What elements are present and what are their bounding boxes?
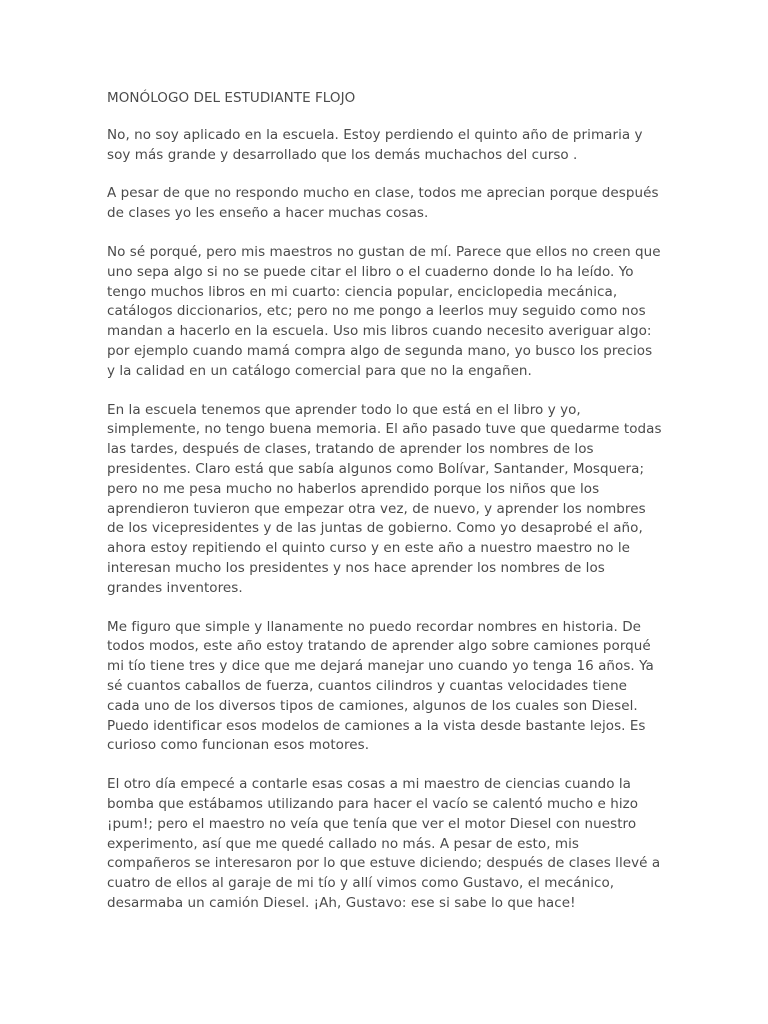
document-page — [107, 89, 663, 933]
paragraph-3: No sé porqué, pero mis maestros no gustan de mí. Parece que ellos no creen que uno sepa algo si no se puede citar el libro o el cuaderno donde lo ha leído. Yo tengo muchos libros en mi cuarto: ciencia popular, enciclopedia mecánica, catálogos diccionarios, etc; pero no me pongo a leerlos muy seguido como nos mandan a hacerlo en la escuela. Uso mis libros cuando necesito averiguar algo: por ejemplo cuando mamá compra algo de segunda mano, yo busco los precios y la calidad en un catálogo comercial para que no la engañen. — [107, 243, 661, 379]
document-title: MONÓLOGO DEL ESTUDIANTE FLOJO — [107, 90, 356, 106]
paragraph-6: El otro día empecé a contarle esas cosas a mi maestro de ciencias cuando la bomba que estábamos utilizando para hacer el vacío se calentó mucho e hizo ¡pum!; pero el maestro no veía que tenía que ver el motor Diesel con nuestro experimento, así que me quedé callado no más. A pesar de esto, mis compañeros se interesaron por lo que estuve diciendo; después de clases llevé a cuatro de ellos al garaje de mi tío y allí vimos como Gustavo, el mecánico, desarmaba un camión Diesel. ¡Ah, Gustavo: ese si sabe lo que hace! — [107, 776, 661, 911]
paragraph-2: A pesar de que no respondo mucho en clase, todos me aprecian porque después de clases yo les enseño a hacer muchas cosas. — [107, 185, 659, 222]
paragraph-4: En la escuela tenemos que aprender todo lo que está en el libro y yo, simplemente, no tengo buena memoria. El año pasado tuve que quedarme todas las tardes, después de clases, tratando de aprender los nombres de los presidentes. Claro está que sabía algunos como Bolívar, Santander, Mosquera; pero no me pesa mucho no haberlos aprendido porque los niños que los aprendieron tuvieron que empezar otra vez, de nuevo, y aprender los nombres de los vicepresidentes y de las juntas de gobierno. Como yo desaprobé el año, ahora estoy repitiendo el quinto curso y en este año a nuestro maestro no le interesan mucho los presidentes y nos hace aprender los nombres de los grandes inventores. — [107, 401, 662, 596]
paragraph-1: No, no soy aplicado en la escuela. Estoy perdiendo el quinto año de primaria y soy más grande y desarrollado que los demás muchachos del curso . — [107, 126, 643, 163]
paragraph-5: Me figuro que simple y llanamente no puedo recordar nombres en historia. De todos modos, este año estoy tratando de aprender algo sobre camiones porqué mi tío tiene tres y dice que me dejará manejar uno cuando yo tenga 16 años. Ya sé cuantos caballos de fuerza, cuantos cilindros y cuantas velocidades tiene cada uno de los diversos tipos de camiones, algunos de los cuales son Diesel. Puedo identificar esos modelos de camiones a la vista desde bastante lejos. Es curioso como funcionan esos motores. — [107, 618, 654, 754]
